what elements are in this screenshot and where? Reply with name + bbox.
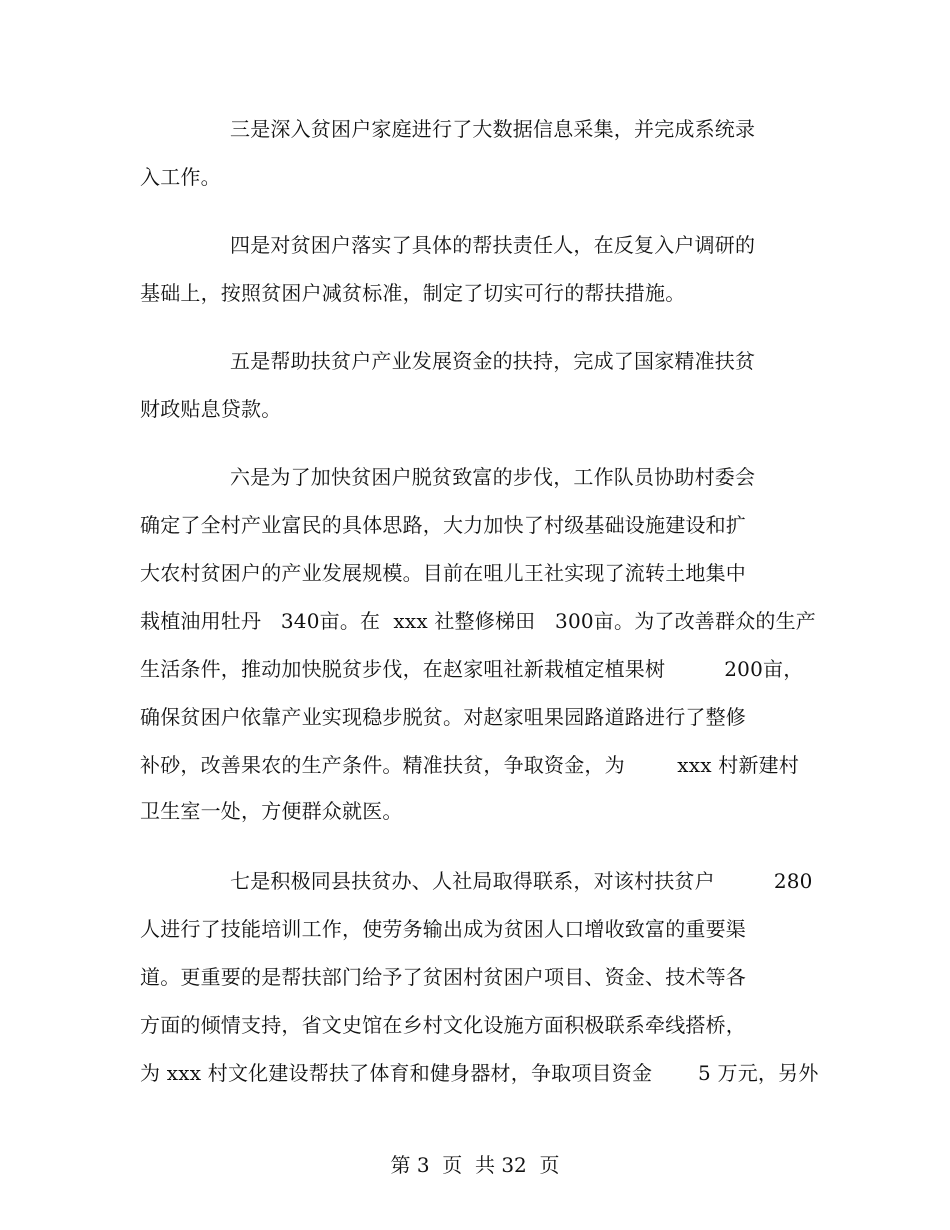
- paragraph-7-line-2: 人进行了技能培训工作，使劳务输出成为贫困人口增收致富的重要渠: [140, 917, 746, 941]
- paragraph-7-line-1: 七是积极同县扶贫办、人社局取得联系，对该村扶贫户 280: [230, 869, 813, 893]
- page-number-footer: 第 3 页 共 32 页: [390, 1153, 560, 1177]
- paragraph-6-line-1: 六是为了加快贫困户脱贫致富的步伐，工作队员协助村委会: [230, 465, 756, 489]
- paragraph-5-line-2: 财政贴息贷款。: [140, 397, 282, 421]
- paragraph-3-line-1: 三是深入贫困户家庭进行了大数据信息采集，并完成系统录: [230, 117, 756, 141]
- paragraph-6-line-8: 卫生室一处，方便群众就医。: [140, 799, 403, 823]
- paragraph-6-line-3: 大农村贫困户的产业发展规模。目前在咀儿王社实现了流转土地集中: [140, 561, 746, 585]
- paragraph-6-line-2: 确定了全村产业富民的具体思路，大力加快了村级基础设施建设和扩: [140, 513, 746, 537]
- paragraph-7-line-3: 道。更重要的是帮扶部门给予了贫困村贫困户项目、资金、技术等各: [140, 965, 746, 989]
- paragraph-4-line-1: 四是对贫困户落实了具体的帮扶责任人，在反复入户调研的: [230, 233, 756, 257]
- paragraph-6-line-7: 补砂，改善果农的生产条件。精准扶贫，争取资金，为 xxx 村新建村: [140, 753, 800, 777]
- paragraph-6-line-4: 栽植油用牡丹 340亩。在 xxx 社整修梯田 300亩。为了改善群众的生产: [140, 609, 817, 633]
- paragraph-4-line-2: 基础上，按照贫困户减贫标准，制定了切实可行的帮扶措施。: [140, 281, 686, 305]
- paragraph-6-line-6: 确保贫困户依靠产业实现稳步脱贫。对赵家咀果园路道路进行了整修: [140, 705, 746, 729]
- paragraph-5-line-1: 五是帮助扶贫户产业发展资金的扶持，完成了国家精准扶贫: [230, 349, 756, 373]
- paragraph-3-line-2: 入工作。: [140, 165, 221, 189]
- paragraph-6-line-5: 生活条件，推动加快脱贫步伐，在赵家咀社新栽植定植果树 200亩，: [140, 657, 804, 681]
- paragraph-7-line-4: 方面的倾情支持，省文史馆在乡村文化设施方面积极联系牵线搭桥，: [140, 1013, 746, 1037]
- paragraph-7-line-5: 为 xxx 村文化建设帮扶了体育和健身器材，争取项目资金 5 万元，另外: [140, 1061, 819, 1085]
